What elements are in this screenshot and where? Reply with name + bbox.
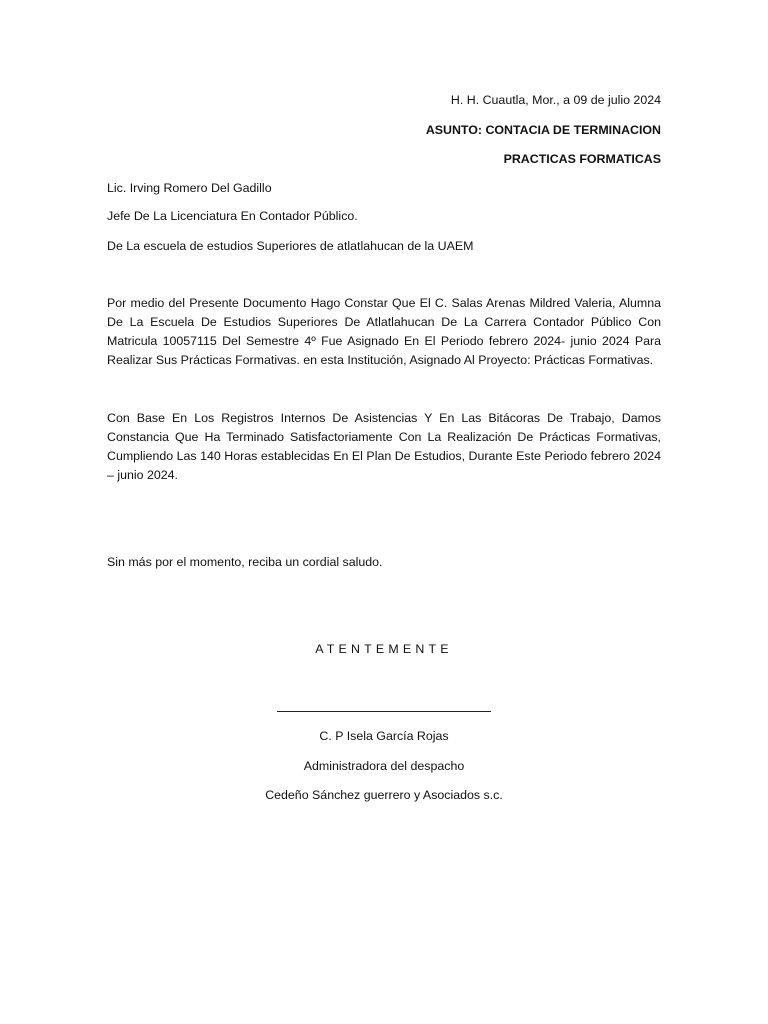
salutation: ATENTEMENTE [315, 642, 453, 656]
subject-line-2: PRACTICAS FORMATICAS [503, 152, 661, 166]
signer-company: Cedeño Sánchez guerrero y Asociados s.c. [265, 788, 503, 802]
signer-name: C. P Isela García Rojas [319, 729, 449, 743]
closing-line: Sin más por el momento, reciba un cordial saludo. [107, 555, 383, 569]
place-date: H. H. Cuautla, Mor., a 09 de julio 2024 [450, 93, 661, 107]
body-paragraph-2: Con Base En Los Registros Internos De Asistencias Y En Las Bitácoras De Trabajo, Damos Constancia Que Ha Terminado Satisfactoriamente Con La Realización De Prácticas Formativas, Cumpliendo Las 140 Horas establecidas En El Plan De Estudios, Durante Este Periodo febrero 2024 – junio 2024. [107, 411, 661, 482]
signature-line [277, 711, 491, 712]
subject-line: ASUNTO: CONTACIA DE TERMINACION [425, 123, 661, 137]
signer-title: Administradora del despacho [303, 759, 465, 773]
recipient-name: Lic. Irving Romero Del Gadillo [107, 181, 272, 195]
recipient-institution: De La escuela de estudios Superiores de atlatlahucan de la UAEM [107, 239, 474, 253]
recipient-position: Jefe De La Licenciatura En Contador Público. [107, 209, 358, 223]
body-paragraph-1: Por medio del Presente Documento Hago Constar Que El C. Salas Arenas Mildred Valeria, Alumna De La Escuela De Estudios Superiores De Atlatlahucan De La Carrera Contador Público Con Matricula 10057115 Del Semestre 4º Fue Asignado En El Periodo febrero 2024- junio 2024 Para Realizar Sus Prácticas Formativas. en esta Institución, Asignado Al Proyecto: Prácticas Formativas. [107, 296, 661, 367]
